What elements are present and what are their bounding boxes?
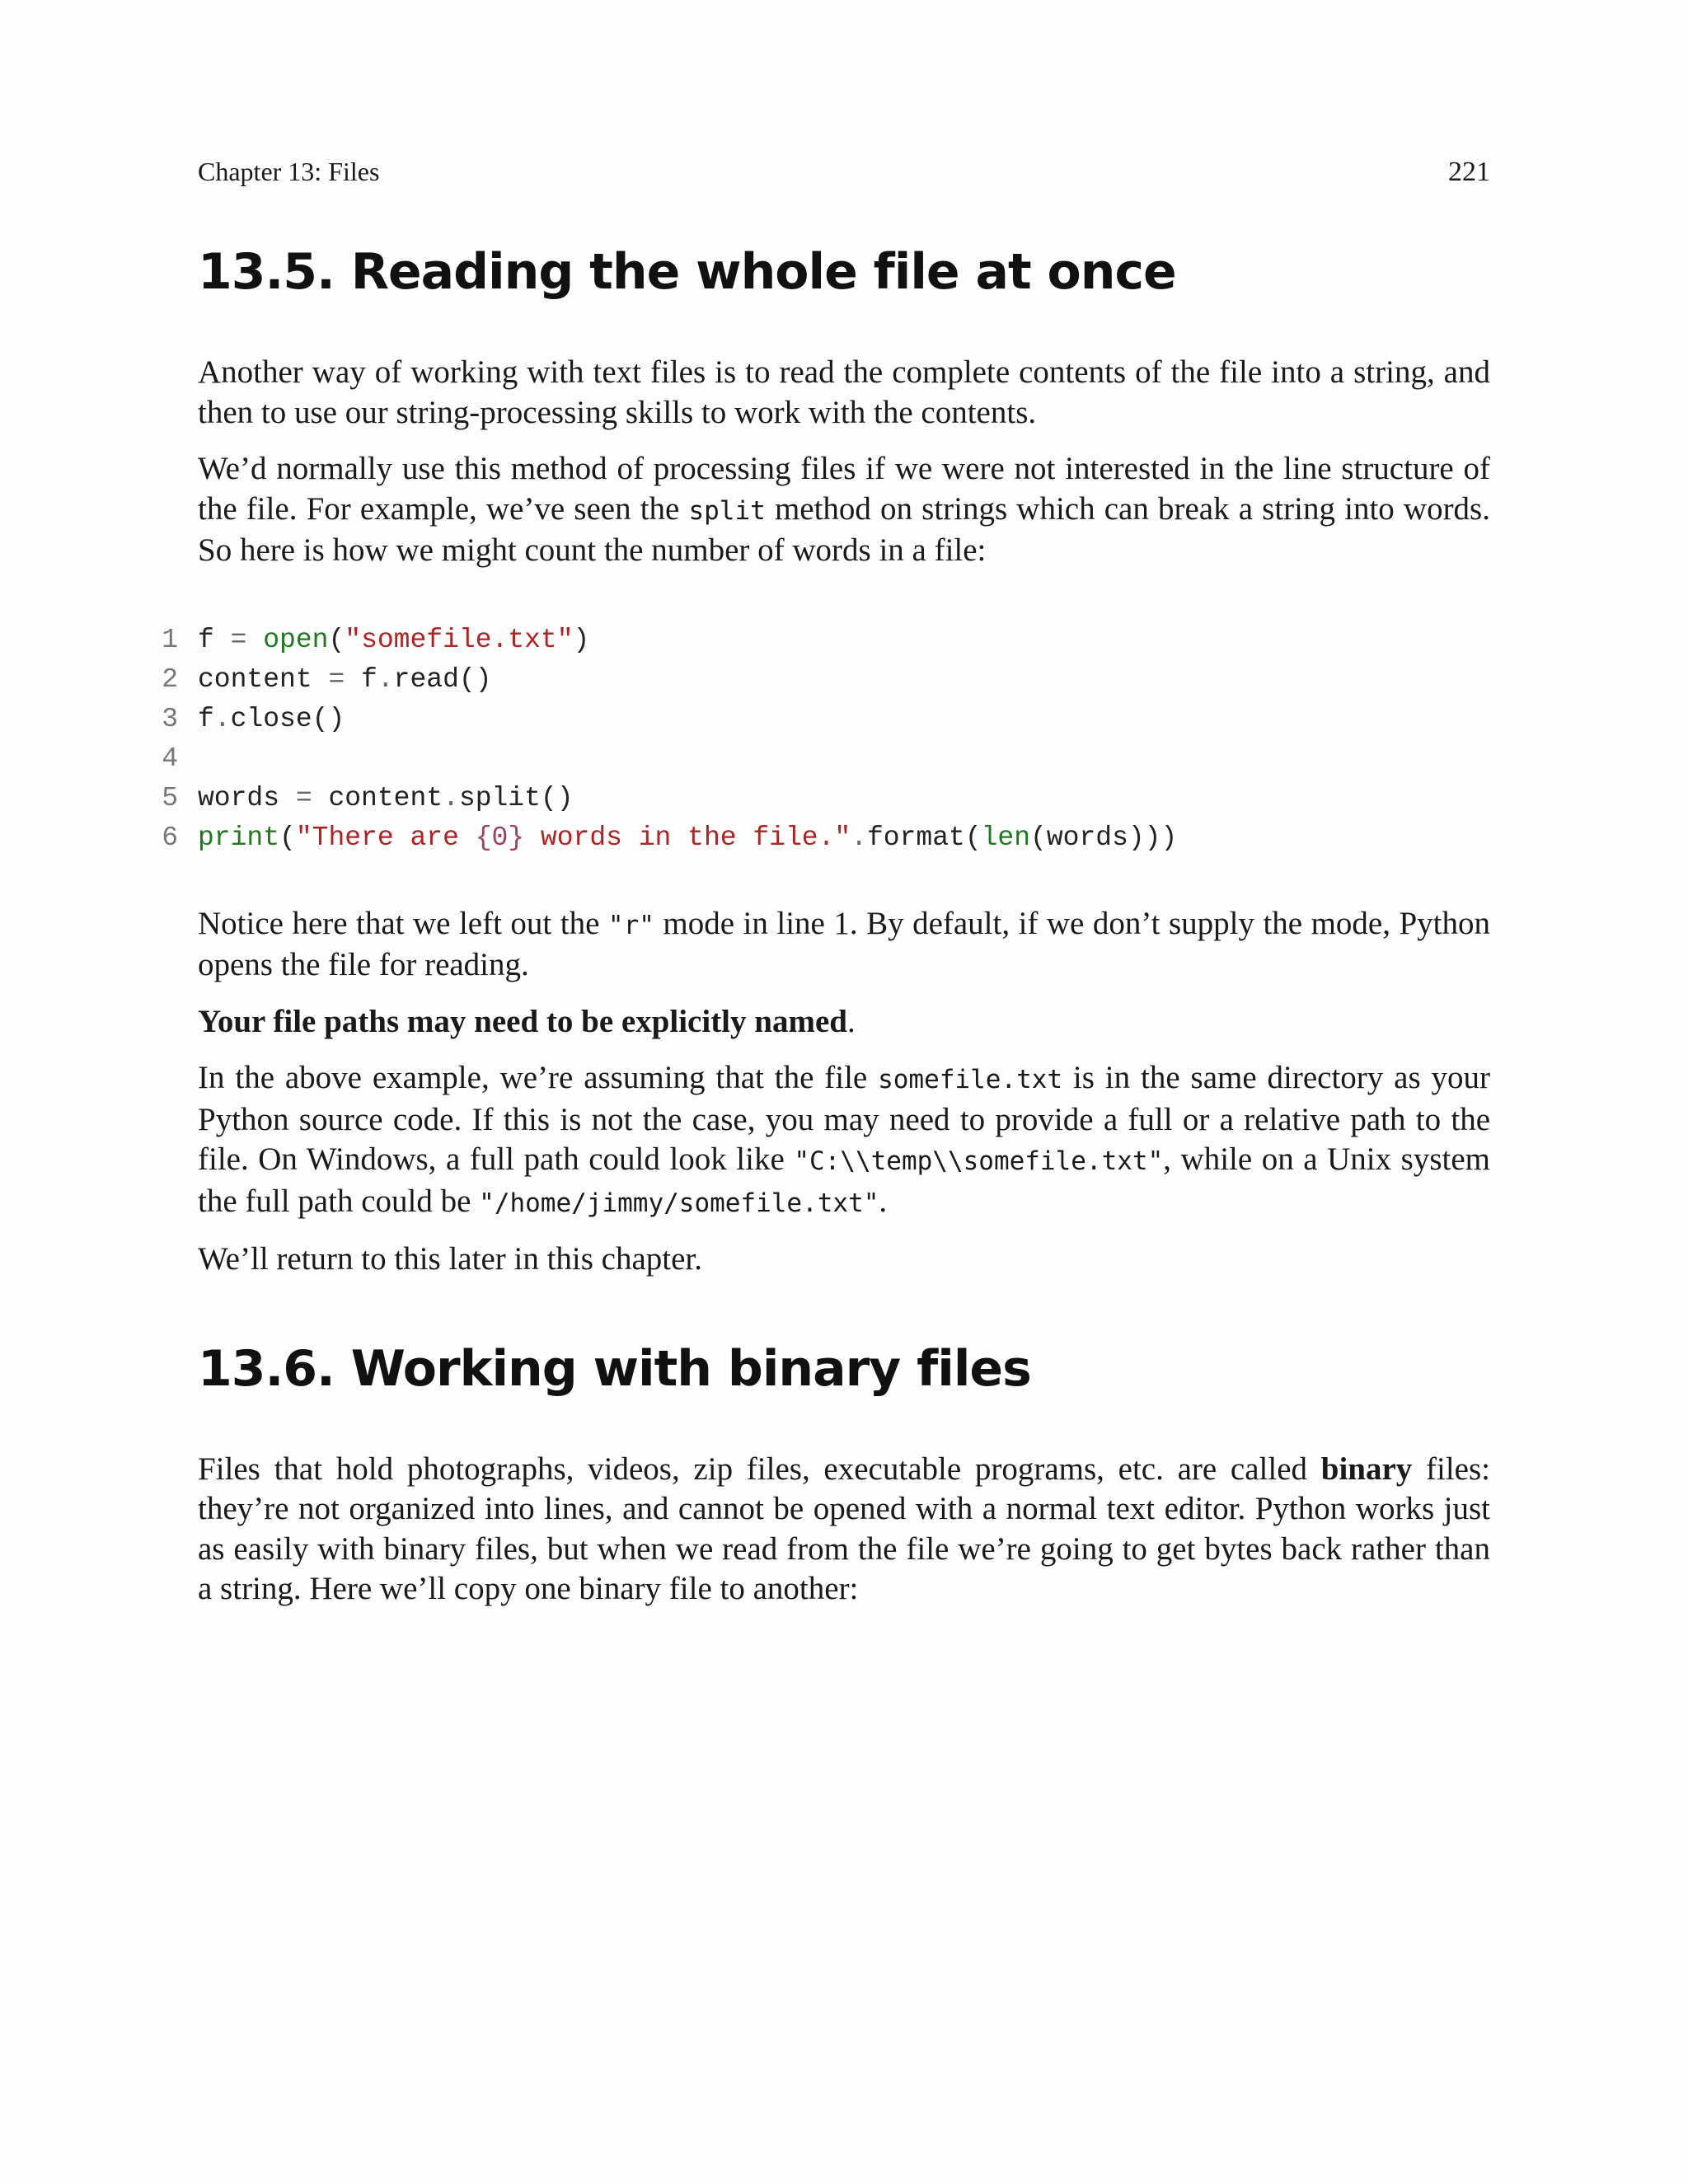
running-header <box>198 157 1490 188</box>
inline-code: split <box>688 495 766 526</box>
line-number: 5 <box>162 782 178 813</box>
line-number: 2 <box>162 663 178 695</box>
paragraph: Files that hold photographs, videos, zip files, executable programs, etc. are called binary files: they’re not organized into lines, and cannot be opened with a normal text editor. Python works just as easily with binary files, but when we read from the file we’re going to get bytes back rather than a string. Here we’ll copy one binary file to another: <box>198 1451 1490 1606</box>
line-number: 6 <box>162 822 178 853</box>
paragraph: Notice here that we left out the "r" mode in line 1. By default, if we don’t supply the mode, Python opens the file for reading. <box>198 905 1491 982</box>
code-line: 2 content = f.read() <box>198 660 1490 700</box>
inline-code: somefile.txt <box>878 1065 1063 1094</box>
code-line: 6 print("There are {0} words in the file.".format(len(words))) <box>198 818 1490 858</box>
bold-note: Your file paths may need to be explicitly named <box>198 1003 847 1039</box>
code-listing <box>162 621 1490 858</box>
section-heading-13-5: 13.5. Reading the whole file at once <box>198 243 1176 301</box>
paragraph: We’ll return to this later in this chapter. <box>198 1241 703 1277</box>
paragraph: We’d normally use this method of processing files if we were not interested in the line structure of the file. For example, we’ve seen the split method on strings which can break a string into words. So here is how we might count the number of words in a file: <box>198 451 1490 568</box>
page-number: 221 <box>1448 157 1490 187</box>
line-number: 1 <box>162 624 178 655</box>
paragraph: Another way of working with text files is to read the complete contents of the file into a string, and then to use our string-processing skills to work with the contents. <box>198 354 1490 430</box>
line-number: 3 <box>162 703 178 734</box>
bold-term: binary <box>1320 1451 1413 1487</box>
code-line <box>162 739 1490 779</box>
chapter-title: Chapter 13: Files <box>198 157 380 186</box>
code-line: 3 f.close() <box>198 700 1490 739</box>
code-line: 1 f = open("somefile.txt") <box>198 621 1490 660</box>
page-content <box>162 239 1491 1626</box>
code-line: 5 words = content.split() <box>198 779 1490 818</box>
section-heading-13-6: 13.6. Working with binary files <box>198 1339 1031 1398</box>
paragraph: Your file paths may need to be explicitly named. <box>198 1003 856 1039</box>
inline-code: "C:\\temp\\somefile.txt" <box>794 1146 1164 1176</box>
line-number: 4 <box>162 743 178 774</box>
paragraph: In the above example, we’re assuming that the file somefile.txt is in the same directory as your Python source code. If this is not the case, you may need to provide a full or a relative path to the file. On Windows, a full path could look like "C:\\temp\\somefile.txt", while on a Unix system the full path could be "/home/jimmy/somefile.txt". <box>198 1060 1490 1219</box>
inline-code: "/home/jimmy/somefile.txt" <box>479 1188 879 1218</box>
inline-code: "r" <box>607 910 654 940</box>
